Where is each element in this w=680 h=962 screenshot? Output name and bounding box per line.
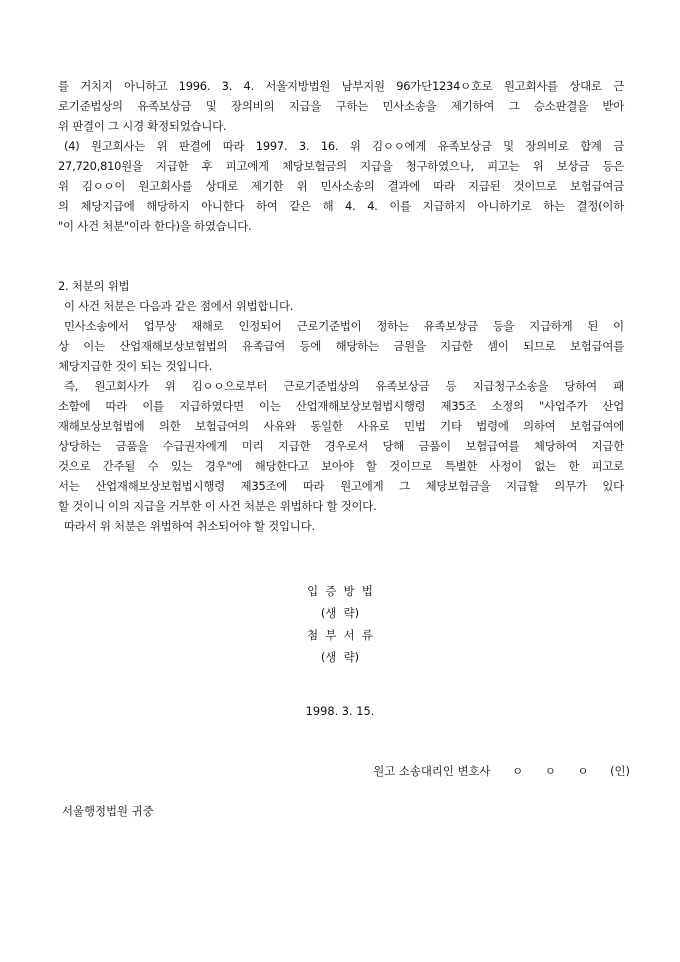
evidence-note: (생 략) (320, 606, 360, 620)
conclusion: 따라서 위 처분은 위법하여 취소되어야 할 것입니다. (64, 519, 315, 533)
section-heading: 2. 처분의 위법 (58, 279, 130, 293)
text-line: 즉, 원고회사가 위 김ㅇㅇ으로부터 근로기준법상의 유족보상금 등 지급청구소송을 당하여 패 (64, 379, 624, 393)
document-date: 1998. 3. 15. (305, 704, 375, 718)
evidence-section (0, 580, 680, 668)
text-line: 체당지급한 것이 되는 것입니다. (58, 359, 213, 373)
text-line: 상당하는 금품을 수급권자에게 미리 지급한 경우로서 당해 금품이 보험급여를 체당하여 지급한 (58, 439, 624, 453)
paragraph-3 (58, 316, 624, 376)
text-line: 할 것이니 이의 지급을 거부한 이 사건 처분은 위법하다 할 것이다. (58, 499, 377, 513)
document-body (58, 76, 624, 536)
text-line: 의 체당지급에 해당하지 아니한다 하여 같은 해 4. 4. 이를 지급하지 아니하기로 하는 결정(이하 (58, 199, 624, 213)
text-line: 상 이는 산업재해보상보험법의 유족급여 등에 해당하는 금원을 지급한 셈이 되므로 보험급여를 (58, 339, 624, 353)
text-line: 위 판결이 그 시경 확정되었습니다. (58, 119, 227, 133)
signature-line (373, 763, 630, 779)
text-line: 27,720,810원을 지급한 후 피고에게 체당보험금의 지급을 청구하였으나, 피고는 위 보상금 등은 (58, 159, 624, 173)
text-line: 로기준법상의 유족보상금 및 장의비의 지급을 구하는 민사소송을 제기하여 그 승소판결을 받아 (58, 99, 624, 113)
text-line: 재해보상보험법에 의한 보험급여의 사유와 동일한 사유로 민법 기타 법령에 의하여 보험급여에 (58, 419, 624, 433)
paragraph-4 (58, 376, 624, 516)
text-line: (4) 원고회사는 위 판결에 따라 1997. 3. 16. 위 김ㅇㅇ에게 유족보상금 및 장의비로 합계 금 (64, 139, 624, 153)
text-line: "이 사건 처분"이라 한다)을 하였습니다. (58, 219, 252, 233)
spacer (58, 256, 624, 276)
text-line: 것으로 간주될 수 있는 경우"에 해당한다고 보아야 할 것이므로 특별한 사정이 없는 한 피고로 (58, 459, 624, 473)
text-line: 서는 산업재해보상보험법시행령 제35조에 따라 원고에게 그 체당보험금을 지급할 의무가 있다 (58, 479, 624, 493)
court-addressee: 서울행정법원 귀중 (62, 804, 154, 818)
attachments-title: 첨 부 서 류 (307, 628, 373, 642)
signature-mark: ㅇ (512, 764, 524, 778)
text-line: 소함에 따라 이를 지급하였다면 이는 산업재해보상보험법시행령 제35조 소정의 "사업주가 산업 (58, 399, 624, 413)
text-line: 를 거치지 아니하고 1996. 3. 4. 서울지방법원 남부지원 96가단1234ㅇ호로 원고회사를 상대로 근 (58, 79, 624, 93)
section-intro: 이 사건 처분은 다음과 같은 점에서 위법합니다. (64, 299, 294, 313)
evidence-title: 입 증 방 법 (307, 584, 373, 598)
attachments-note: (생 략) (320, 650, 360, 664)
text-line: 민사소송에서 업무상 재해로 인정되어 근로기준법이 정하는 유족보상금 등을 지급하게 된 이 (64, 319, 624, 333)
signature-label: 원고 소송대리인 변호사 (373, 764, 491, 778)
seal-mark: (인) (610, 764, 630, 778)
paragraph-2 (58, 136, 624, 236)
text-line: 위 김ㅇㅇ이 원고회사를 상대로 제기한 위 민사소송의 결과에 따라 지급된 것이므로 보험급여금 (58, 179, 624, 193)
signature-mark: ㅇ (577, 764, 589, 778)
paragraph-1 (58, 76, 624, 136)
signature-mark: ㅇ (544, 764, 556, 778)
spacer (58, 236, 624, 256)
